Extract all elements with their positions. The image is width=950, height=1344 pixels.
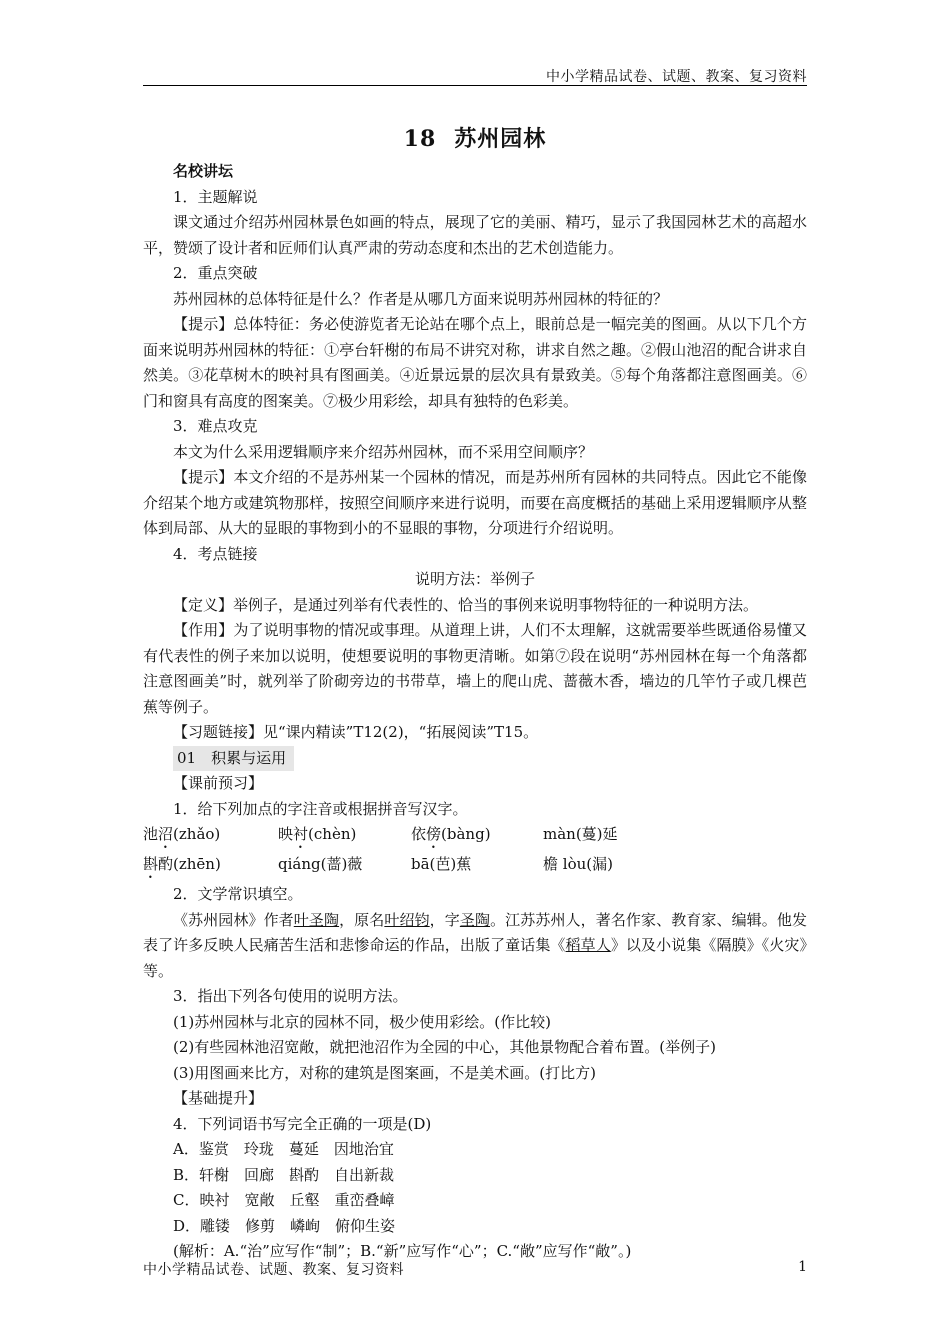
answer-fairy-tale: 稻草人	[565, 936, 611, 954]
q3-item: (3)用图画来比方，对称的建筑是图案画，不是美术画。(打比方)	[173, 1063, 596, 1082]
lesson-title	[143, 122, 807, 153]
header-rule	[143, 85, 807, 86]
q4-option-d: D．雕镂 修剪 嶙峋 俯仰生姿	[173, 1216, 396, 1235]
question-3: 3．指出下列各句使用的说明方法。	[173, 987, 408, 1005]
exercise-link: 【习题链接】见“课内精读”T12(2)，“拓展阅读”T15。	[173, 723, 539, 741]
question-1: 1．给下列加点的字注音或根据拼音写汉字。	[173, 799, 468, 818]
pinyin-item: 依傍(bàng)	[411, 825, 491, 843]
q4-option-b: B．轩榭 回廊 斟酌 自出新裁	[173, 1165, 395, 1184]
section-heading-famous: 名校讲坛	[173, 162, 234, 180]
key-point-question: 苏州园林的总体特征是什么？作者是从哪几方面来说明苏州园林的特征的？	[173, 289, 669, 308]
pinyin-item: qiáng(蔷)薇	[278, 855, 363, 873]
exam-link-heading: 4．考点链接	[173, 544, 258, 563]
pinyin-row-1	[143, 822, 807, 852]
q4-option-a: A．鉴赏 玲珑 蔓延 因地治宜	[173, 1140, 394, 1158]
key-point-heading: 2．重点突破	[173, 264, 258, 282]
section-label-box: 01 积累与运用	[173, 746, 294, 772]
document-body	[143, 122, 807, 1265]
difficulty-hint: 【提示】本文介绍的不是苏州某一个园林的情况，而是苏州所有园林的共同特点。因此它不能像介绍某个地方或建筑物那样，按照空间顺序来进行说明，而要在高度概括的基础上采用逻辑顺序从整体到局部、从大的显眼的事物到小的不显眼的事物，分项进行介绍说明。	[143, 468, 807, 537]
question-2: 2．文学常识填空。	[173, 885, 303, 903]
pinyin-item: 映衬(chèn)	[278, 825, 357, 843]
pinyin-item: 斟酌(zhēn)	[143, 855, 221, 873]
pinyin-row-2	[143, 852, 807, 882]
key-point-hint: 【提示】总体特征：务必使游览者无论站在哪个点上，眼前总是一幅完美的图画。从以下几个方面来说明苏州园林的特征：①亭台轩榭的布局不讲究对称，讲求自然之趣。②假山池沼的配合讲求自然美。③花草树木的映衬具有图画美。④近景远景的层次具有景致美。⑤每个角落都注意图画美。⑥门和窗具有高度的图案美。⑦极少用彩绘，却具有独特的色彩美。	[143, 315, 807, 410]
pinyin-item: màn(蔓)延	[543, 825, 618, 843]
difficulty-heading: 3．难点攻克	[173, 417, 258, 435]
answer-original-name: 叶绍钧	[384, 910, 430, 929]
lesson-number: 18	[403, 126, 437, 152]
difficulty-question: 本文为什么采用逻辑顺序来介绍苏州园林，而不采用空间顺序？	[173, 442, 594, 461]
q4-option-c: C．映衬 宽敞 丘壑 重峦叠嶂	[173, 1191, 395, 1209]
theme-body: 课文通过介绍苏州园林景色如画的特点，展现了它的美丽、精巧，显示了我国园林艺术的高超水平，赞颂了设计者和匠师们认真严肃的劳动态度和杰出的艺术创造能力。	[143, 213, 807, 257]
preview-heading: 【课前预习】	[173, 774, 264, 792]
q3-item: (2)有些园林池沼宽敞，就把池沼作为全园的中心，其他景物配合着布置。(举例子)	[173, 1038, 716, 1056]
pinyin-item: bā(芭)蕉	[411, 855, 472, 873]
function-paragraph: 【作用】为了说明事物的情况或事理。从道理上讲，人们不太理解，这就需要举些既通俗易懂又有代表性的例子来加以说明，使想要说明的事物更清晰。如第⑦段在说明“苏州园林在每一个角落都注意图画美”时，就列举了阶砌旁边的书带草，墙上的爬山虎、蔷薇木香，墙边的几竿竹子或几棵芭蕉等例子。	[143, 621, 807, 716]
q4-analysis: (解析：A.“治”应写作“制”；B.“新”应写作“心”；C.“敞”应写作“敞”。)	[173, 1242, 632, 1260]
page-footer: 中小学精品试卷、试题、教案、复习资料	[143, 1262, 404, 1278]
lesson-name: 苏州园林	[454, 126, 547, 152]
theme-heading: 1．主题解说	[173, 187, 258, 206]
practice-section-label	[143, 746, 807, 772]
answer-author: 叶圣陶	[293, 910, 340, 929]
definition-paragraph: 【定义】举例子，是通过列举有代表性的、恰当的事例来说明事物特征的一种说明方法。	[173, 595, 759, 614]
page-number: 1	[798, 1259, 807, 1275]
pinyin-item: 檐 lòu(漏)	[543, 855, 613, 873]
answer-courtesy-name: 圣陶	[459, 910, 491, 929]
improve-heading: 【基础提升】	[173, 1089, 264, 1107]
literature-fill-in: 《苏州园林》作者叶圣陶，原名叶绍钧，字圣陶。江苏苏州人，著名作家、教育家、编辑。他发表了许多反映人民痛苦生活和悲惨命运的作品，出版了童话集《稻草人》以及小说集《隔膜》《火灾》等。	[143, 910, 807, 980]
q3-item: (1)苏州园林与北京的园林不同，极少使用彩绘。(作比较)	[173, 1012, 551, 1031]
question-4: 4．下列词语书写完全正确的一项是(D)	[173, 1114, 432, 1133]
pinyin-item: 池沼(zhǎo)	[143, 825, 221, 843]
page-header: 中小学精品试卷、试题、教案、复习资料	[546, 69, 807, 85]
exam-link-subtitle: 说明方法：举例子	[414, 570, 535, 588]
